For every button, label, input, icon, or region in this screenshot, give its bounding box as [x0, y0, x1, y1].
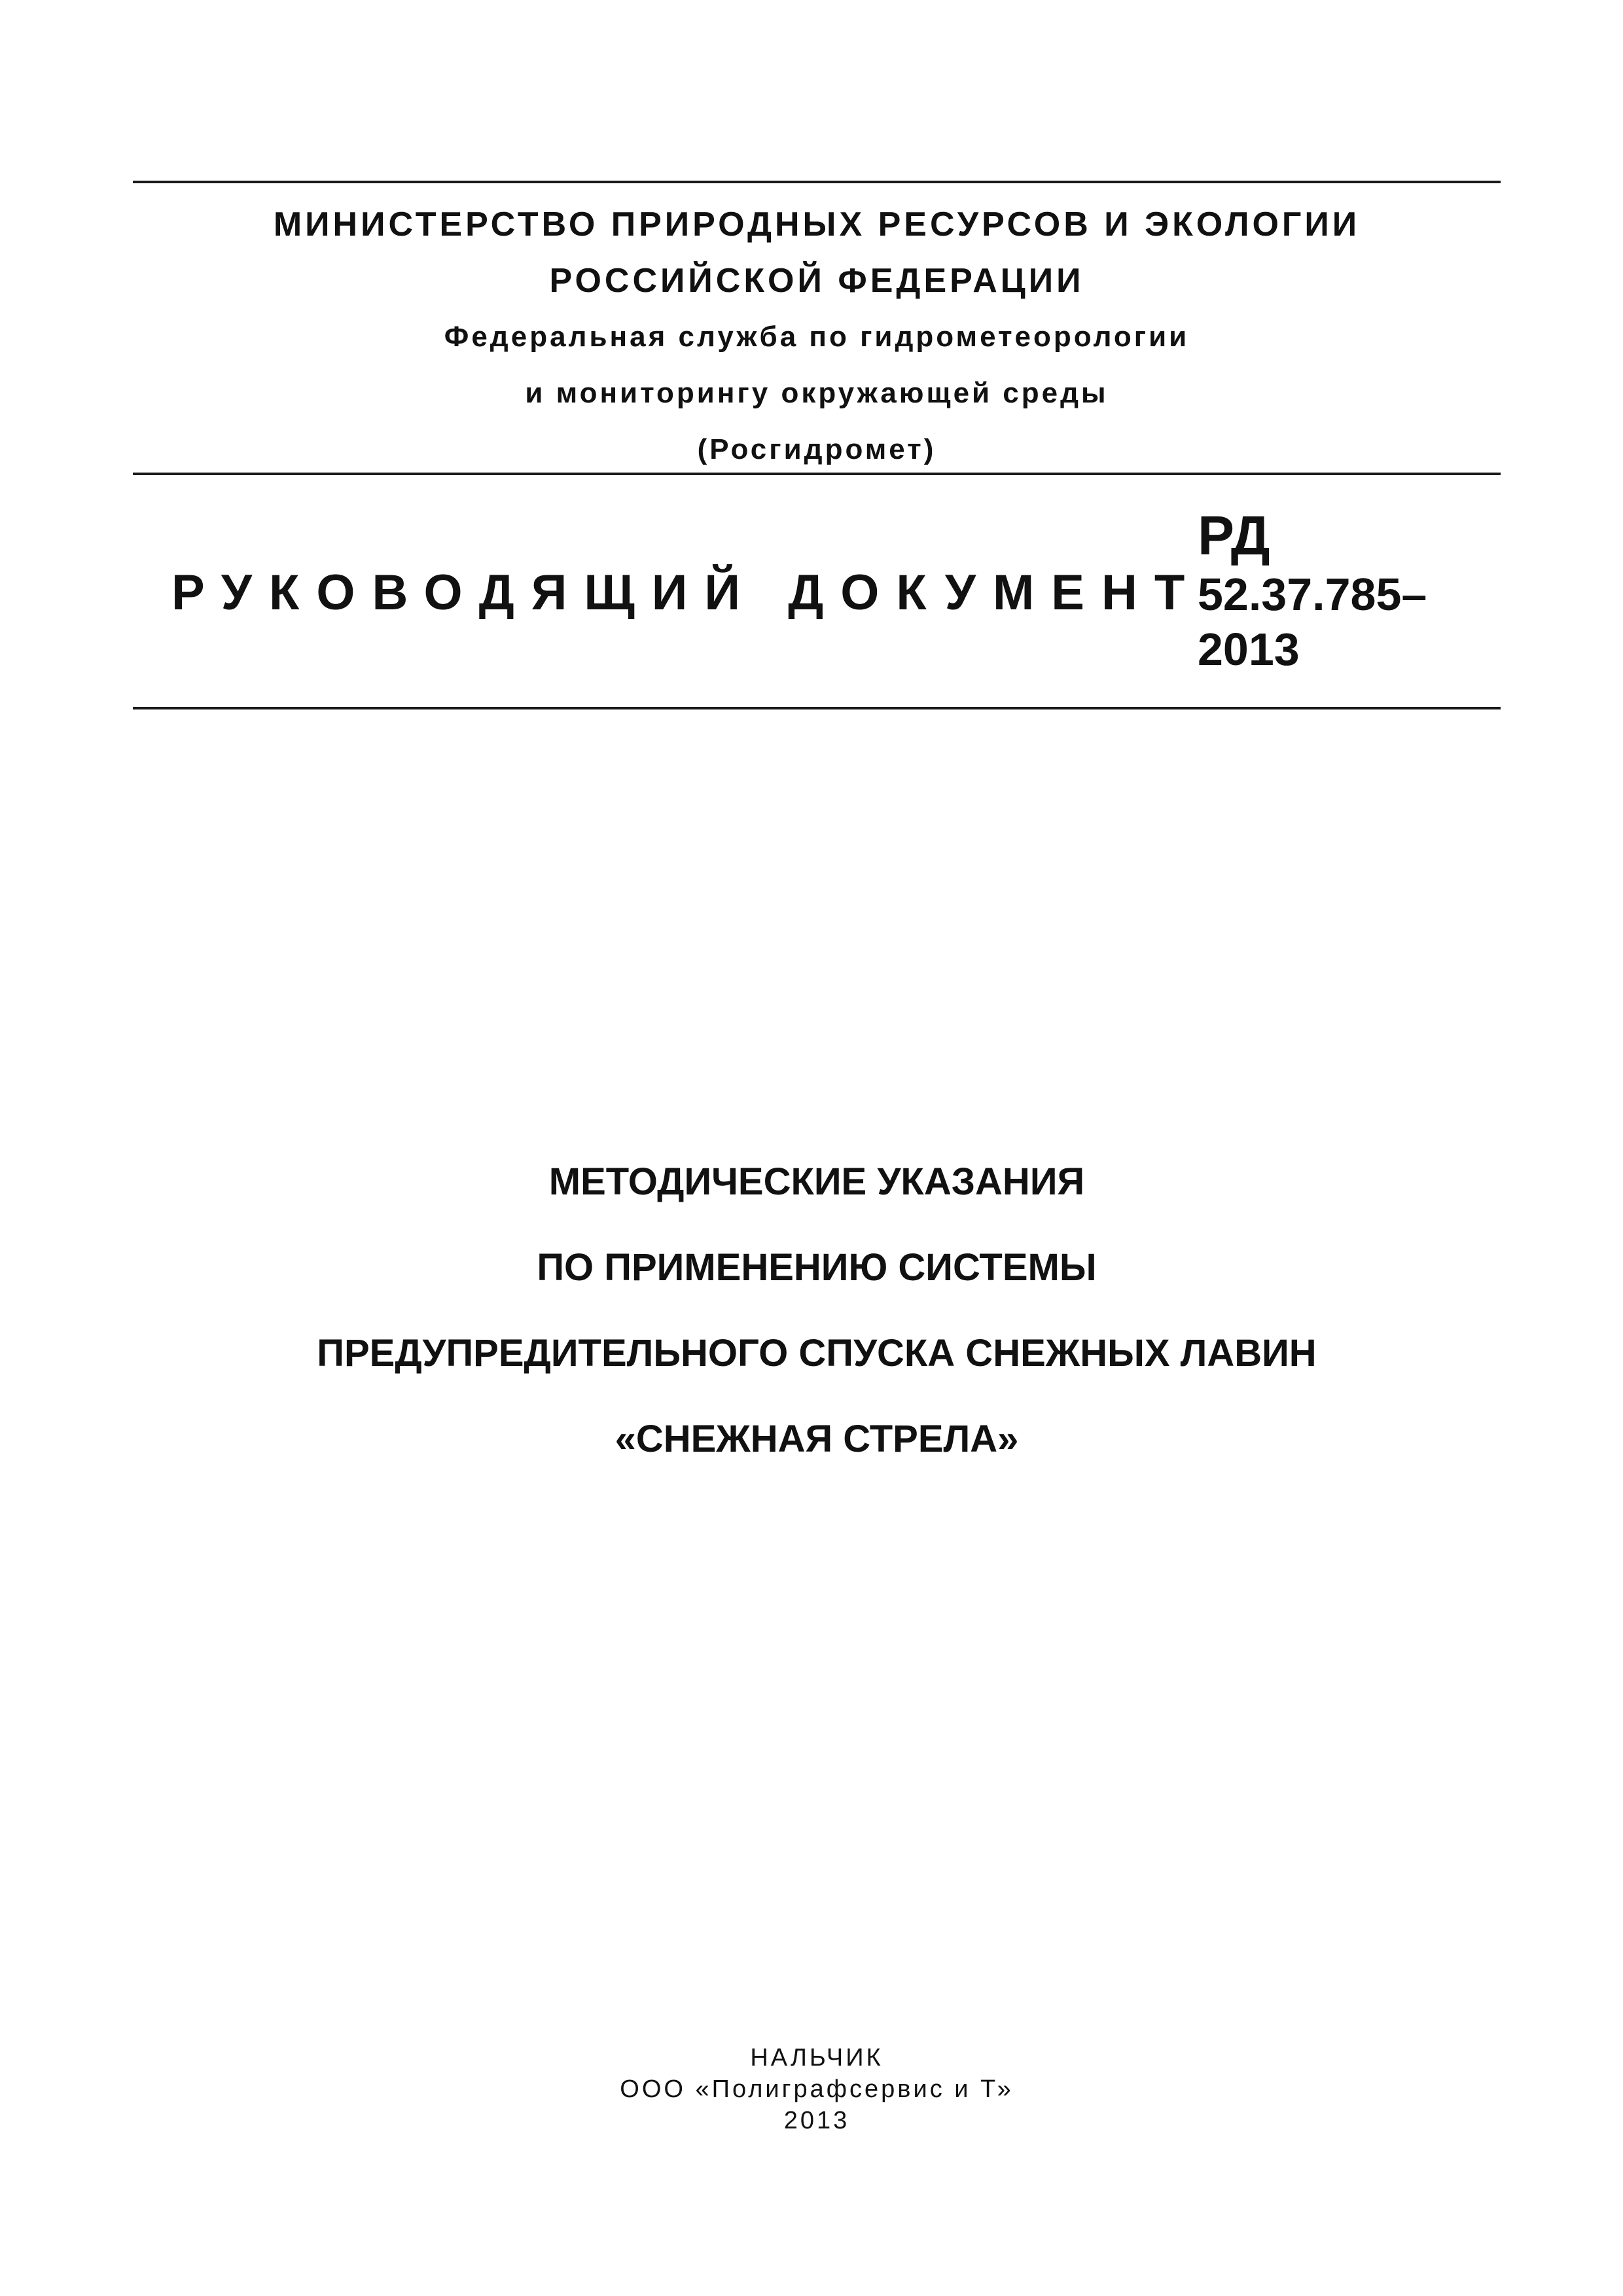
document-id-divider-rule	[133, 707, 1501, 709]
service-name-line-1: Федеральная служба по гидрометеорологии	[444, 321, 1190, 353]
service-abbreviation: (Росгидромет)	[697, 433, 936, 465]
document-number: 52.37.785–	[1198, 569, 1427, 620]
document-number-prefix: РД	[1198, 505, 1270, 566]
imprint-city: НАЛЬЧИК	[750, 2044, 883, 2072]
issuing-authority-block	[133, 196, 1501, 478]
document-number-year: 2013	[1198, 624, 1300, 675]
title-line-2: ПО ПРИМЕНЕНИЮ СИСТЕМЫ	[537, 1246, 1097, 1289]
header-divider-rule	[133, 473, 1501, 475]
title-line-4: «СНЕЖНАЯ СТРЕЛА»	[615, 1418, 1019, 1460]
ministry-name-line-1: МИНИСТЕРСТВО ПРИРОДНЫХ РЕСУРСОВ И ЭКОЛОГИИ	[273, 206, 1361, 243]
document-title	[133, 1139, 1501, 1482]
document-type: РУКОВОДЯЩИЙ ДОКУМЕНТ	[171, 565, 1202, 620]
publication-imprint	[133, 2042, 1501, 2136]
service-name-line-2: и мониторингу окружающей среды	[525, 377, 1109, 409]
top-rule	[133, 181, 1501, 183]
imprint-year: 2013	[783, 2107, 850, 2134]
document-number-block	[1198, 504, 1427, 677]
imprint-publisher: ООО «Полиграфсервис и Т»	[620, 2075, 1014, 2103]
title-line-1: МЕТОДИЧЕСКИЕ УКАЗАНИЯ	[548, 1160, 1085, 1203]
title-line-3: ПРЕДУПРЕДИТЕЛЬНОГО СПУСКА СНЕЖНЫХ ЛАВИН	[317, 1332, 1317, 1374]
ministry-name-line-2: РОССИЙСКОЙ ФЕДЕРАЦИИ	[549, 262, 1084, 300]
